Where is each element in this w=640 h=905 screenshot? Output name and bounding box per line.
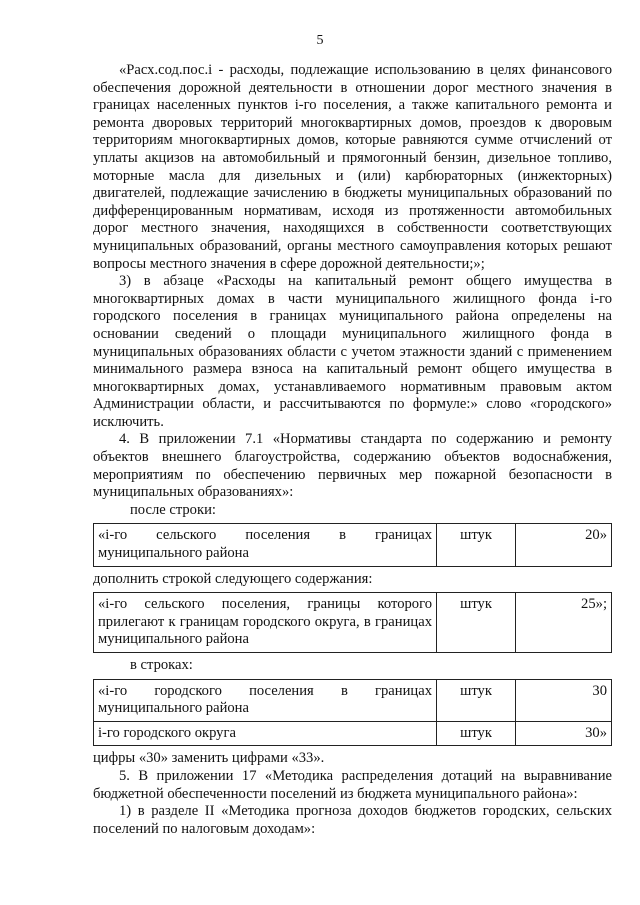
paragraph-item-5-1: 1) в разделе II «Методика прогноза доходов бюджетов городских, сельских поселений по налоговым доходам»: xyxy=(93,803,612,837)
page-number: 5 xyxy=(316,33,324,48)
table-existing-row xyxy=(93,523,612,566)
row-value: 20» xyxy=(516,524,612,566)
add-row-label: дополнить строкой следующего содержания: xyxy=(93,570,373,587)
paragraph-item-4: 4. В приложении 7.1 «Нормативы стандарта по содержанию и ремонту объектов внешнего благоустройства, содержанию объектов водоснабжения, мероприятиям по обеспечению первичных мер пожарной безопасности в муниципальных образованиях»: xyxy=(93,431,612,501)
paragraph-item-3: 3) в абзаце «Расходы на капитальный ремонт общего имущества в многоквартирных домах в части муниципального жилищного фонда i-го городского поселения в границах муниципального района определены на основании сведений о площади муниципального жилищного фонда в муниципальных образованиях области с учетом этажности зданий с применением минимального размера взноса на капитальный ремонт общего имущества в многоквартирных домах, устанавливаемого нормативным правовым актом Администрации области, и рассчитываются по формуле:» слово «городского» исключить. xyxy=(93,273,612,430)
row-value: 25»; xyxy=(516,593,612,653)
table-row xyxy=(94,524,612,566)
row-value: 30 xyxy=(516,679,612,721)
document-body xyxy=(93,62,612,838)
in-rows-label: в строках: xyxy=(130,657,193,673)
row-unit: штук xyxy=(437,593,516,653)
row-unit: штук xyxy=(437,524,516,566)
row-name: «i-го городского поселения в границах муниципального района xyxy=(94,679,437,721)
row-value: 30» xyxy=(516,721,612,746)
row-unit: штук xyxy=(437,721,516,746)
table-row xyxy=(94,721,612,746)
after-row-label: после строки: xyxy=(130,501,216,518)
table-row xyxy=(94,679,612,721)
paragraph-item-5: 5. В приложении 17 «Методика распределения дотаций на выравнивание бюджетной обеспеченности поселений из бюджета муниципального района»: xyxy=(93,767,612,802)
replace-label: цифры «30» заменить цифрами «33». xyxy=(93,750,325,767)
row-name: «i-го сельского поселения в границах муниципального района xyxy=(94,524,437,566)
paragraph-definition: «Расх.сод.пос.i - расходы, подлежащие использованию в целях финансового обеспечения дорожной деятельности в отношении дорог местного значения в границах населенных пунктов i-го поселения, а также капитального ремонта и ремонта дворовых территорий многоквартирных домов, проездов к дворовым территориям многоквартирных домов, которые равняются сумме отчислений от уплаты акцизов на автомобильный и прямогонный бензин, дизельное топливо, моторные масла для дизельных и (или) карбюраторных (инжекторных) двигателей, подлежащие зачислению в бюджеты муниципальных образований по дифференцированным нормативам, исходя из протяженности автомобильных дорог местного значения, находящихся в собственности соответствующих муниципальных образований, органы местного самоуправления которых решают вопросы местного значения в сфере дорожной деятельности;»; xyxy=(93,62,612,272)
row-name: i-го городского округа xyxy=(94,721,437,746)
row-unit: штук xyxy=(437,679,516,721)
row-name: «i-го сельского поселения, границы которого прилегают к границам городского округа, в границах муниципального района xyxy=(94,593,437,653)
table-row xyxy=(94,593,612,653)
table-changed-rows xyxy=(93,679,612,747)
table-new-row xyxy=(93,592,612,653)
